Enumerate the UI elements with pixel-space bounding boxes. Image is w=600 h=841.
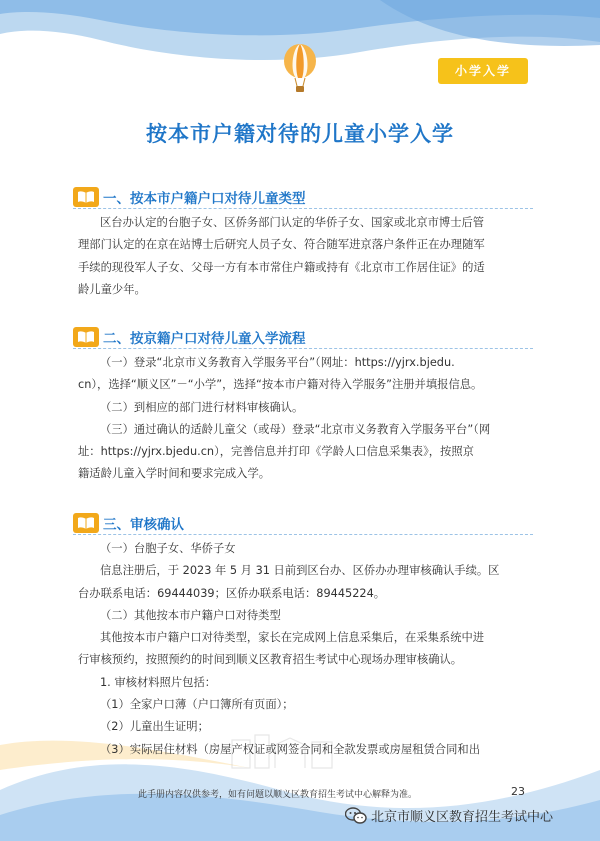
text-line: （一）登录“北京市义务教育入学服务平台”（网址：https://yjrx.bjedu. — [100, 356, 455, 369]
text-line: （二）到相应的部门进行材料审核确认。 — [100, 400, 304, 414]
hot-air-balloon-icon — [282, 44, 318, 96]
section-heading-3: 三、审核确认 — [73, 512, 184, 534]
section-divider — [73, 534, 533, 535]
book-icon — [73, 187, 99, 207]
text-line: 台办联系电话：69444039；区侨办联系电话：89445224。 — [78, 586, 386, 600]
section-heading-1: 一、按本市户籍户口对待儿童类型 — [73, 186, 306, 208]
text-line: 行审核预约，按照预约的时间到顺义区教育招生考试中心现场办理审核确认。 — [78, 653, 463, 667]
footer-disclaimer: 此手册内容仅供参考，如有问题以顺义区教育招生考试中心解释为准。 — [138, 790, 418, 800]
text-line: 理部门认定的在京在站博士后研究人员子女、符合随军进京落户条件正在办理随军 — [78, 238, 485, 252]
text-line: 手续的现役军人子女、父母一方有本市常住户籍或持有《北京市工作居住证》的适 — [78, 260, 485, 274]
page-title: 按本市户籍对待的儿童小学入学 — [146, 122, 454, 146]
text-line: 龄儿童少年。 — [78, 282, 146, 296]
text-line: （2）儿童出生证明； — [100, 720, 209, 734]
text-line: 籍适龄儿童入学时间和要求完成入学。 — [78, 467, 271, 481]
text-line: 区台办认定的台胞子女、区侨务部门认定的华侨子女、国家或北京市博士后管 — [100, 216, 485, 229]
section-divider — [73, 208, 533, 209]
section-1-body — [78, 212, 530, 301]
text-line: 1. 审核材料照片包括： — [100, 675, 217, 689]
section-2-body — [78, 352, 530, 486]
text-line: （一）台胞子女、华侨子女 — [100, 542, 236, 555]
text-line: （3）实际居住材料（房屋产权证或网签合同和全款发票或房屋租赁合同和出 — [100, 742, 480, 756]
text-line: （二）其他按本市户籍户口对待类型 — [100, 608, 281, 622]
watermark-text: 北京市顺义区教育招生考试中心 — [371, 810, 554, 825]
watermark — [345, 806, 553, 825]
section-heading-2: 二、按京籍户口对待儿童入学流程 — [73, 326, 306, 348]
category-tag: 小学入学 — [438, 58, 528, 84]
section-3-body — [78, 538, 530, 761]
book-icon — [73, 327, 99, 347]
text-line: 址：https://yjrx.bjedu.cn），完善信息并打印《学龄人口信息采集表》，按照京 — [78, 445, 474, 459]
section-divider — [73, 348, 533, 349]
text-line: （1）全家户口薄（户口簿所有页面）； — [100, 698, 294, 712]
page-number: 23 — [511, 785, 525, 798]
text-line: cn），选择“顺义区”－“小学”，选择“按本市户籍对待入学服务”注册并填报信息。 — [78, 378, 483, 392]
text-line: 其他按本市户籍户口对待类型，家长在完成网上信息采集后，在采集系统中进 — [100, 631, 485, 645]
wechat-icon — [345, 807, 367, 825]
book-icon — [73, 513, 99, 533]
text-line: （三）通过确认的适龄儿童父（或母）登录“北京市义务教育入学服务平台”（网 — [100, 422, 491, 436]
text-line: 信息注册后，于 2023 年 5 月 31 日前到区台办、区侨办办理审核确认手续。区 — [100, 564, 500, 578]
